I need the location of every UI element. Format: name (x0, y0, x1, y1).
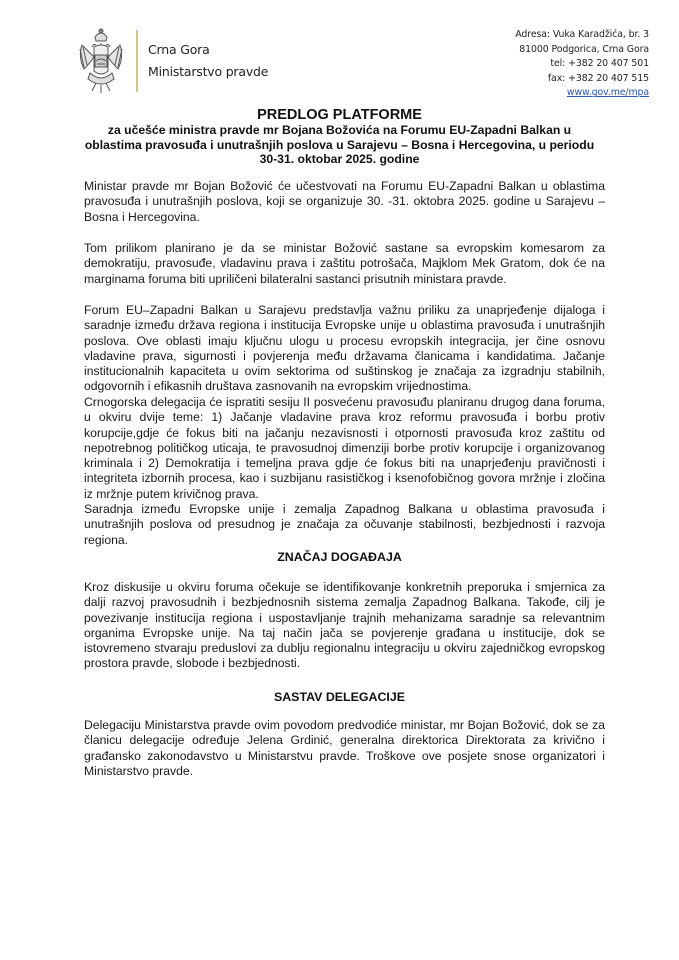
coat-of-arms-icon (76, 27, 126, 95)
institution-name (148, 39, 268, 83)
document-title (70, 107, 609, 167)
paragraph-significance (84, 580, 605, 672)
letterhead-divider (136, 30, 138, 92)
paragraph-text: Saradnja između Evropske unije i zemalja Zapadnog Balkana u oblastima pravosuđa i unutrašnjih poslova od presudnog je značaja za očuvanje stabilnosti, bezbjednosti i razvoja regiona. (84, 502, 605, 547)
paragraph-text: Tom prilikom planirano je da se ministar Božović sastane sa evropskim komesarom za demokratiju, pravosuđe, vladavinu prava i zaštitu potrošača, Majklom Mek Gratom, dok će na marginama foruma biti upriličeni bilateralni sastanci prisutnih ministara pravde. (84, 241, 605, 286)
title-line-1: za učešće ministra pravde mr Bojana Božovića na Forumu EU-Zapadni Balkan u (107, 123, 572, 137)
section-heading-significance: ZNAČAJ DOGAĐAJA (277, 550, 402, 564)
title-line-2: oblastima pravosuđa i unutrašnjih poslova u Sarajevu – Bosna i Hercegovina, u periodu (84, 137, 595, 152)
fax: fax: +382 20 407 515 (547, 72, 649, 84)
title-line-3: 30-31. oktobar 2025. godine (259, 152, 420, 167)
telephone: tel: +382 20 407 501 (550, 58, 649, 70)
paragraph-delegation (84, 718, 605, 779)
paragraph-text: Delegaciju Ministarstva pravde ovim povodom predvodiće ministar, mr Bojan Božović, dok se za članicu delegacije određuje Jelena Grdinić, generalna direktorica Direktorata za krivično i građansko zakonodavstvo u Ministarstvu pravde. Troškove ove posjete snose organizatori i Ministarstvo pravde. (84, 718, 605, 778)
address-line-2: 81000 Podgorica, Crna Gora (519, 43, 649, 55)
paragraph-text: Kroz diskusije u okviru foruma očekuje se identifikovanje konkretnih preporuka i smjernica za dalji razvoj pravosudnih i bezbjednosnih sistema zemalja Zapadnog Balkana. Takođe, cilj je povezivanje institucija regiona i uspostavljanje trajnih mehanizama saradnje sa relevantnim organima Evropske unije. Na taj način jača se povjerenje građana u institucije, dok se istovremeno stvaraju preduslovi za dublju regionalnu integraciju u okviru zajedničkog evropskog prostora pravde, slobode i bezbjednosti. (84, 580, 605, 671)
paragraph-intro (84, 179, 605, 225)
paragraph-meeting (84, 241, 605, 287)
title-main: PREDLOG PLATFORME (257, 107, 422, 123)
paragraph-forum (84, 303, 605, 395)
ministry-name: Ministarstvo pravde (148, 64, 269, 79)
letterhead-left (76, 26, 268, 96)
paragraph-text: Ministar pravde mr Bojan Božović će učestvovati na Forumu EU-Zapadni Balkan u oblastima pravosuđa i unutrašnjih poslova, koji se organizuje 30. -31. oktobra 2025. godine u Sarajevu – Bosna i Hercegovina. (84, 179, 605, 224)
paragraph-text: Crnogorska delegacija će ispratiti sesiju II posvećenu pravosuđu planiranu drugog dana foruma, u okviru dvije teme: 1) Jačanje vladavine prava kroz reformu pravosuđa i borbu protiv korupcije,gdje će fokus biti na jačanju nezavisnosti i otpornosti pravosuđa kroz zaštitu od nepotrebnog političkog uticaja, te pravosudnoj dimenziji borbe protiv korupcije i organizovanog kriminala i 2) Demokratija i temeljna prava gdje će fokus biti na unaprjeđenju pravičnosti i integriteta izbornih procesa, kao i suzbijanu rasističkog i ksenofobičnog govora mržnje i zločina iz mržnje putem krivičnog prava. (84, 395, 605, 501)
section-heading-delegation: SASTAV DELEGACIJE (273, 690, 406, 704)
address-line-1: Adresa: Vuka Karadžića, br. 3 (515, 29, 649, 40)
website-link[interactable]: www.gov.me/mpa (566, 87, 649, 99)
paragraph-text: Forum EU–Zapadni Balkan u Sarajevu predstavlja važnu priliku za unaprjeđenje dijaloga i saradnje između država regiona i institucija Evropske unije u oblastima pravosuđa i unutrašnjih poslova. Ove oblasti imaju ključnu ulogu u procesu evropskih integracija, jer čine osnovu vladavine prava, sigurnosti i povjerenja među državama članicama i kandidatima. Jačanje institucionalnih kapaciteta u ovim sektorima od suštinskog je značaja za izgradnju stabilnih, odgovornih i efikasnih društava zasnovanih na evropskim vrijednostima. (84, 303, 605, 394)
paragraph-cooperation (84, 502, 605, 548)
contact-block (515, 28, 649, 101)
country-name: Crna Gora (148, 42, 210, 57)
paragraph-delegation-session (84, 395, 605, 502)
